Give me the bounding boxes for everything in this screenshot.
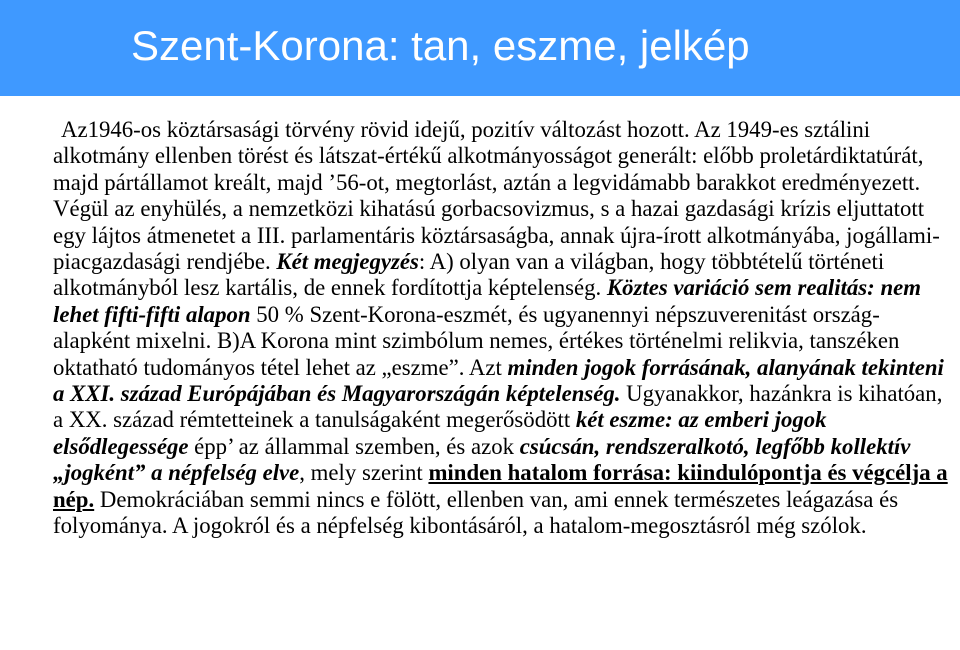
text-segment-13: Demokráciában semmi nincs e fölött, ellenben van, ami ennek természetes leágazása és folyománya. A jogokról és a népfelség kibontásáról, a hatalom-megosztásról még szólok. — [53, 486, 899, 539]
emphasis-source-of-power: minden hatalom forrása: kiindulópontja és végcélja a nép. — [53, 460, 948, 512]
emphasis-intermediate-variation: Köztes variáció sem realitás: nem lehet fifti-fifti alapon — [53, 275, 921, 327]
text-segment-1: Az1946-os köztársasági törvény rövid idejű, pozitív változást hozott. Az 1949-es sztálini alkotmány ellenben törést és látszat-értékű alkotmányosságot generált: előbb proletárdiktatúrát, majd pártállamot kreált, majd ’56-ot, megtorlást, aztán a legvidámabb barakkot eredményezett. Végül az enyhülés, a nemzetközi kihatású gorbacsovizmus, s a hazai gazdasági krízis eljuttatott egy lájtos átmenetet a III. parlamentáris köztársaságba, annak újra-írott alkotmányába, jogállami-piacgazdasági rendjébe. — [53, 117, 940, 275]
text-segment-3: : A) olyan van a világban, hogy többtételű történeti alkotmányból lesz kartális, de ennek fordítottja képtelenség. — [53, 249, 885, 301]
text-segment-5: 50 % Szent-Korona-eszmét, és ugyanennyi népszuverenitást ország-alapként mixelni. B)A Korona mint szimbólum nemes, értékes történelmi relikvia, tanszéken oktatható tudományos tétel lehet az „eszme”. Azt — [53, 301, 900, 380]
emphasis-two-ideas: két eszme: az emberi jogok elsődlegessége — [53, 407, 827, 459]
emphasis-two-remarks: Két megjegyzés — [276, 249, 419, 275]
emphasis-popular-sovereignty: csúcsán, rendszeralkotó, legfőbb kollektív „jogként” a népfelség elve — [53, 433, 911, 486]
text-segment-7: Ugyanakkor, hazánkra is kihatóan, a XX. század rémtetteinek a tanulságaként megerősödött — [53, 381, 943, 433]
slide-title: Szent-Korona: tan, eszme, jelkép — [131, 22, 750, 69]
title-bar — [0, 0, 960, 96]
body-paragraph — [53, 117, 948, 540]
emphasis-source-of-rights: minden jogok forrásának, alanyának tekinteni a XXI. század Európájában és Magyarországán képtelenség. — [53, 354, 944, 407]
text-segment-11: , mely szerint — [299, 460, 429, 486]
text-segment-9: épp’ az állammal szemben, és azok — [188, 433, 520, 459]
